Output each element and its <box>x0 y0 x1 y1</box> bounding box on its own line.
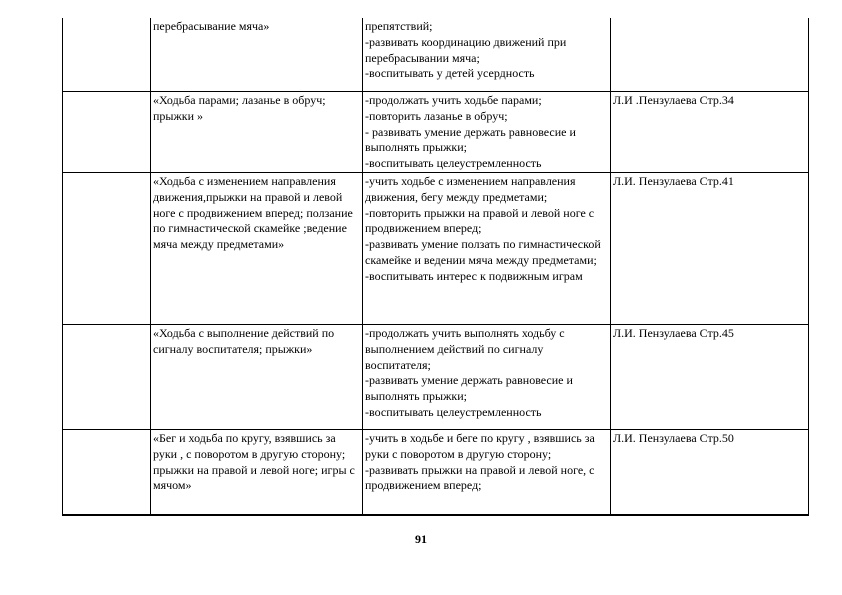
tasks-cell: препятствий; -развивать координацию движений при перебрасывании мяча; -воспитывать у детей усердность <box>363 18 611 92</box>
table-row <box>63 324 809 429</box>
table-row <box>63 92 809 173</box>
source-cell: Л.И. Пензулаева Стр.41 <box>611 172 809 324</box>
row-number-cell <box>63 429 151 515</box>
row-number-cell <box>63 18 151 92</box>
topic-cell: перебрасывание мяча» <box>151 18 363 92</box>
lesson-plan-table-container <box>62 18 808 516</box>
tasks-cell: -учить в ходьбе и беге по кругу , взявшись за руки с поворотом в другую сторону; -развивать прыжки на правой и левой ноге, с продвижением вперед; <box>363 429 611 515</box>
topic-cell: «Ходьба с изменением направления движения,прыжки на правой и левой ноге с продвижением вперед; ползание по гимнастической скамейке ;ведение мяча между предметами» <box>151 172 363 324</box>
table-row <box>63 172 809 324</box>
row-number-cell <box>63 172 151 324</box>
table-row <box>63 429 809 515</box>
tasks-cell: -учить ходьбе с изменением направления движения, бегу между предметами; -повторить прыжки на правой и левой ноге с продвижением вперед; -развивать умение ползать по гимнастической скамейке и ведении мяча между предметами; -воспитывать интерес к подвижным играм <box>363 172 611 324</box>
source-cell: Л.И. Пензулаева Стр.50 <box>611 429 809 515</box>
topic-cell: «Бег и ходьба по кругу, взявшись за руки , с поворотом в другую сторону; прыжки на правой и левой ноге; игры с мячом» <box>151 429 363 515</box>
tasks-cell: -продолжать учить ходьбе парами; -повторить лазанье в обруч; - развивать умение держать равновесие и выполнять прыжки; -воспитывать целеустремленность <box>363 92 611 173</box>
source-cell: Л.И. Пензулаева Стр.45 <box>611 324 809 429</box>
source-cell <box>611 18 809 92</box>
table-row <box>63 18 809 92</box>
page-number: 91 <box>415 532 427 546</box>
row-number-cell <box>63 324 151 429</box>
row-number-cell <box>63 92 151 173</box>
source-cell: Л.И .Пензулаева Стр.34 <box>611 92 809 173</box>
topic-cell: «Ходьба с выполнение действий по сигналу воспитателя; прыжки» <box>151 324 363 429</box>
tasks-cell: -продолжать учить выполнять ходьбу с выполнением действий по сигналу воспитателя; -развивать умение держать равновесие и выполнять прыжки; -воспитывать целеустремленность <box>363 324 611 429</box>
topic-cell: «Ходьба парами; лазанье в обруч; прыжки » <box>151 92 363 173</box>
lesson-plan-table <box>62 18 809 516</box>
